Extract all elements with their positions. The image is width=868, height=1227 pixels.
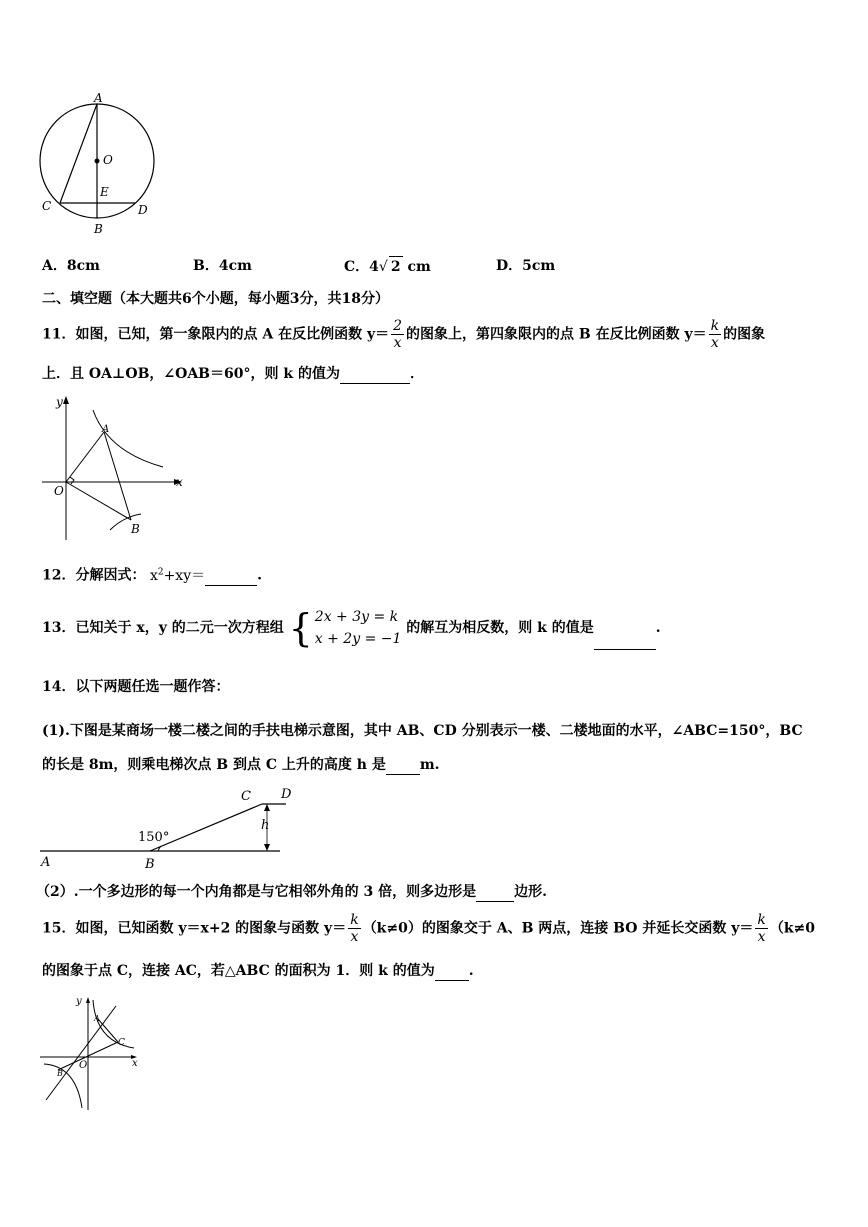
q14-sub2: （2）.一个多边形的每一个内角都是与它相邻外角的 3 倍，则多边形是 边形.: [36, 884, 547, 900]
answer-blank[interactable]: [340, 369, 410, 384]
option-c: C．4√ 2 cm: [344, 256, 431, 277]
svg-text:C: C: [241, 789, 251, 804]
q14-title: 14．以下两题任选一题作答：: [42, 679, 230, 695]
q13-line: 13．已知关于 x，y 的二元一次方程组 { 2x + 3y = k x + 2y = −1 的解互为相反数，则 k 的值是 .: [42, 606, 661, 650]
fraction-2-over-x: $\frac{2}{x}$: [393, 318, 403, 351]
svg-text:x: x: [132, 1058, 138, 1069]
svg-text:h: h: [261, 818, 270, 833]
answer-blank[interactable]: [435, 966, 469, 981]
option-a: A．8cm: [42, 258, 100, 274]
q15-figure: [36, 994, 142, 1112]
label-C: C: [42, 199, 52, 213]
svg-text:B: B: [145, 857, 155, 872]
label-B: B: [94, 222, 103, 236]
q10-options: [42, 256, 556, 276]
q11-line1: 11．如图，已知，第一象限内的点 A 在反比例函数 y＝ $\frac{2}{x}$ 的图象上，第四象限内的点 B 在反比例函数 y＝ $\frac{k}{x}$ 的图象: [42, 318, 766, 351]
answer-blank[interactable]: [205, 571, 257, 586]
label-O: O: [103, 153, 113, 167]
answer-blank[interactable]: [594, 635, 656, 650]
option-d: D．5cm: [496, 258, 556, 274]
svg-text:O: O: [79, 1060, 88, 1071]
svg-text:y: y: [56, 395, 63, 409]
label-A: A: [94, 91, 103, 105]
svg-text:B: B: [57, 1069, 63, 1078]
answer-blank[interactable]: [476, 887, 514, 902]
svg-text:D: D: [281, 787, 292, 802]
q15-line1: 15．如图，已知函数 y＝x+2 的图象与函数 y＝ $\frac{k}{x}$ （k≠0）的图象交于 A、B 两点，连接 BO 并延长交函数 y＝ $\frac{k}{x}$ （k≠0: [42, 912, 816, 945]
svg-text:x: x: [176, 475, 183, 489]
q14-sub1-line1: (1).下图是某商场一楼二楼之间的手扶电梯示意图，其中 AB、CD 分别表示一楼、二楼地面的水平，∠ABC=150°，BC: [42, 723, 803, 739]
fraction-k-over-x: $\frac{k}{x}$: [710, 318, 720, 351]
label-D: D: [138, 203, 148, 217]
svg-text:C: C: [118, 1038, 125, 1048]
q11-line2: 上．且 OA⊥OB，∠OAB＝60°，则 k 的值为 ．: [42, 366, 424, 382]
q12-line: 12．分解因式： $x^2+xy=$ .: [42, 567, 262, 584]
circle-figure: [36, 90, 161, 238]
section-title: 二、填空题（本大题共6个小题，每小题3分，共18分）: [42, 291, 389, 307]
svg-text:A: A: [102, 424, 110, 435]
option-b: B．4cm: [193, 258, 252, 274]
q11-figure: [38, 392, 190, 542]
svg-text:A: A: [94, 1014, 100, 1023]
answer-blank[interactable]: [386, 760, 420, 775]
q14-sub1-line2: 的长是 8m，则乘电梯次点 B 到点 C 上升的高度 h 是 m.: [42, 757, 440, 773]
svg-text:y: y: [76, 996, 82, 1007]
label-E: E: [100, 185, 109, 199]
svg-text:A: A: [41, 855, 51, 870]
escalator-figure: [38, 784, 290, 870]
q15-line2: 的图象于点 C，连接 AC，若△ABC 的面积为 1．则 k 的值为 .: [42, 963, 474, 979]
svg-text:150°: 150°: [138, 830, 170, 845]
svg-text:O: O: [54, 484, 64, 498]
svg-text:B: B: [131, 522, 140, 536]
